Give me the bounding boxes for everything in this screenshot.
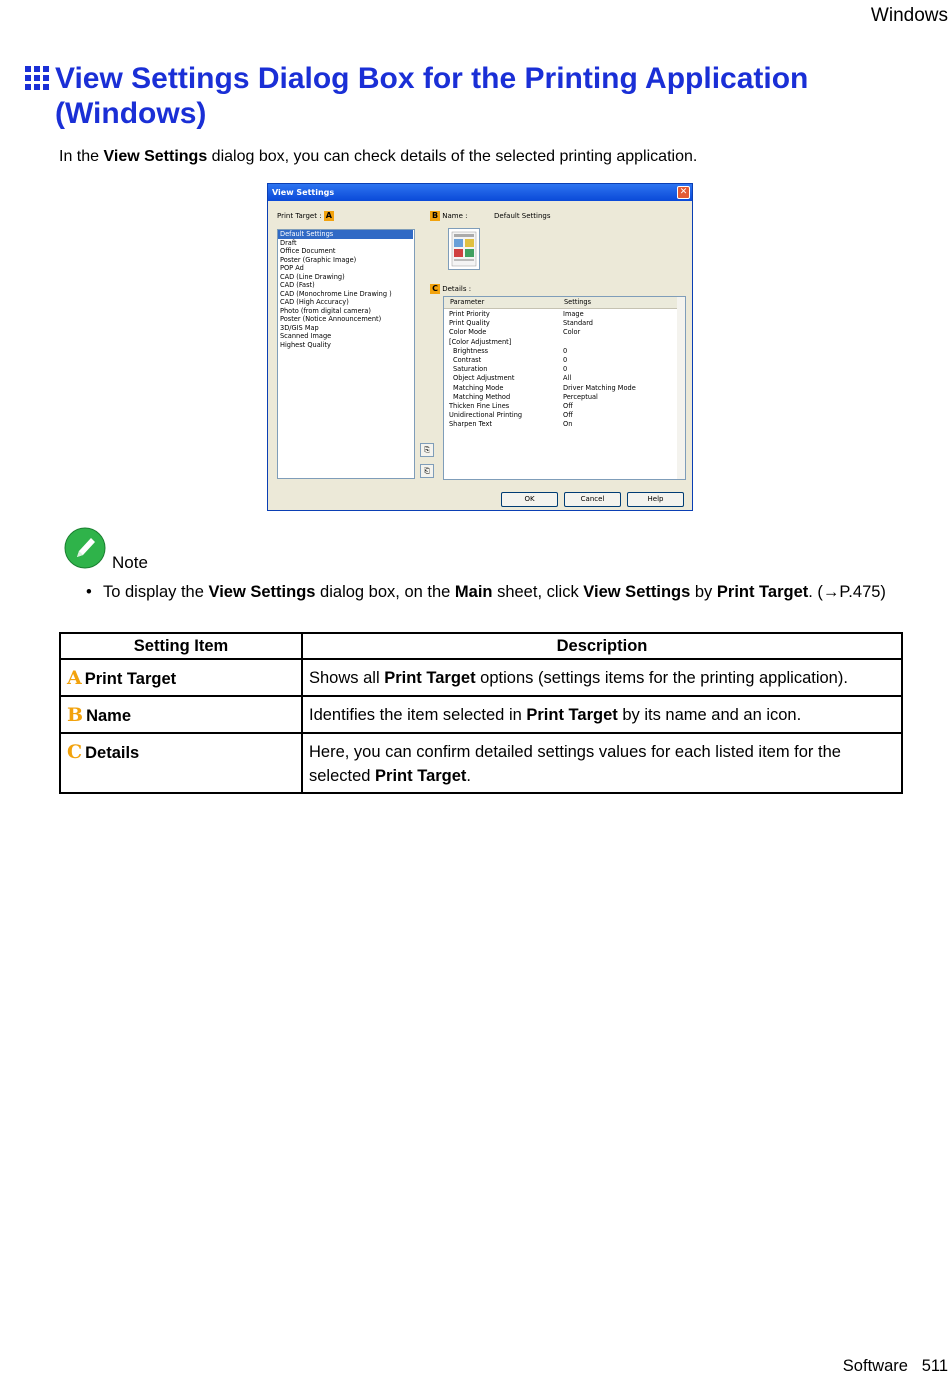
page-title: View Settings Dialog Box for the Printing Application (Windows) xyxy=(55,62,809,130)
header-description: Description xyxy=(302,633,902,659)
view-settings-dialog xyxy=(267,183,693,511)
list-item[interactable]: 3D/GIS Map xyxy=(280,323,319,332)
detail-row xyxy=(444,374,685,383)
column-parameter: Parameter xyxy=(450,298,485,306)
copy-icon[interactable]: ⎘ xyxy=(420,443,434,457)
list-item[interactable]: Photo (from digital camera) xyxy=(280,306,371,315)
detail-setting: 0 xyxy=(563,365,568,374)
detail-row xyxy=(444,338,685,347)
detail-parameter: Brightness xyxy=(453,346,489,355)
close-icon[interactable]: ✕ xyxy=(677,186,690,199)
detail-parameter: Saturation xyxy=(453,365,488,374)
list-item[interactable]: CAD (Line Drawing) xyxy=(280,272,345,281)
print-target-label: Print Target : A xyxy=(277,211,332,220)
detail-row xyxy=(444,365,685,374)
badge-c: C xyxy=(430,284,440,294)
detail-parameter: Color Mode xyxy=(449,328,487,337)
detail-setting: Color xyxy=(563,328,581,337)
print-target-list[interactable] xyxy=(277,229,415,479)
list-item[interactable]: Poster (Graphic Image) xyxy=(280,255,357,264)
detail-row xyxy=(444,319,685,328)
detail-setting: Off xyxy=(563,411,573,420)
detail-parameter: Matching Method xyxy=(453,392,511,401)
dialog-titlebar xyxy=(268,184,692,201)
setting-letter: C xyxy=(67,741,83,763)
list-item[interactable]: Highest Quality xyxy=(280,340,331,349)
setting-item-name: Details xyxy=(85,744,140,762)
description-cell: Identifies the item selected in Print Target by its name and an icon. xyxy=(302,696,902,733)
detail-setting: All xyxy=(563,374,572,383)
detail-setting: Standard xyxy=(563,319,593,328)
list-item[interactable]: POP Ad xyxy=(280,264,304,272)
setting-item-cell xyxy=(60,733,302,793)
list-item[interactable]: Office Document xyxy=(280,247,336,255)
list-item[interactable]: CAD (High Accuracy) xyxy=(280,298,349,306)
list-item[interactable]: Draft xyxy=(280,238,297,247)
detail-row xyxy=(444,384,685,393)
ok-button[interactable]: OK xyxy=(501,492,558,507)
setting-letter: A xyxy=(67,667,82,689)
detail-row xyxy=(444,420,685,429)
detail-row xyxy=(444,393,685,402)
list-item[interactable]: CAD (Monochrome Line Drawing ) xyxy=(280,289,392,298)
badge-b: B xyxy=(431,211,439,220)
page-footer: Software 511 xyxy=(842,1357,948,1375)
detail-parameter: Print Quality xyxy=(449,319,490,328)
bullet-text: To display the View Settings dialog box, on the Main sheet, click View Settings by Print Target. (→P.475) xyxy=(103,583,886,601)
name-label-row: B Name : xyxy=(431,211,468,220)
details-label-row: C Details : xyxy=(430,284,471,294)
paste-icon[interactable]: ⎗ xyxy=(420,464,434,478)
bullet-dot: • xyxy=(86,583,92,601)
detail-parameter: Matching Mode xyxy=(453,383,504,392)
table-row xyxy=(60,659,902,696)
details-list xyxy=(443,296,686,480)
list-item[interactable]: Poster (Notice Announcement) xyxy=(280,315,382,323)
detail-parameter: Contrast xyxy=(453,355,482,364)
list-item[interactable]: Scanned Image xyxy=(280,332,332,340)
setting-item-cell xyxy=(60,696,302,733)
setting-item-name: Print Target xyxy=(84,670,177,688)
detail-setting: 0 xyxy=(563,346,568,355)
table-row xyxy=(60,733,902,793)
detail-parameter: Sharpen Text xyxy=(449,420,492,429)
detail-parameter: Thicken Fine Lines xyxy=(449,401,510,410)
detail-setting: Image xyxy=(563,310,584,318)
intro-paragraph: In the View Settings dialog box, you can check details of the selected printing application. xyxy=(59,148,698,165)
detail-parameter: Print Priority xyxy=(449,310,490,318)
note-label: Note xyxy=(112,553,148,572)
column-settings: Settings xyxy=(564,298,592,306)
setting-letter: B xyxy=(67,704,84,726)
detail-row xyxy=(444,328,685,337)
detail-row xyxy=(444,402,685,411)
details-header xyxy=(444,297,685,309)
detail-setting: Off xyxy=(563,401,573,410)
name-value: Default Settings xyxy=(494,212,551,220)
header-setting-item: Setting Item xyxy=(60,633,302,659)
setting-item-name: Name xyxy=(86,707,132,725)
badge-a: A xyxy=(325,211,332,220)
dialog-title: View Settings xyxy=(272,188,335,197)
list-item[interactable]: Default Settings xyxy=(278,230,413,239)
table-row xyxy=(60,696,902,733)
detail-row xyxy=(444,411,685,420)
details-scrollbar[interactable] xyxy=(677,297,685,479)
detail-row xyxy=(444,310,685,319)
pencil-icon xyxy=(64,527,106,569)
detail-row xyxy=(444,347,685,356)
detail-setting: Perceptual xyxy=(563,392,598,401)
detail-row xyxy=(444,356,685,365)
print-target-icon xyxy=(448,228,480,270)
detail-parameter: [Color Adjustment] xyxy=(449,337,512,346)
detail-setting: 0 xyxy=(563,355,568,364)
description-cell: Here, you can confirm detailed settings values for each listed item for the selected Print Target. xyxy=(302,733,902,793)
detail-parameter: Unidirectional Printing xyxy=(449,411,523,420)
help-button[interactable]: Help xyxy=(627,492,684,507)
grid-icon xyxy=(25,66,49,90)
detail-setting: Driver Matching Mode xyxy=(563,383,636,392)
detail-parameter: Object Adjustment xyxy=(453,374,515,383)
setting-item-cell xyxy=(60,659,302,696)
description-cell: Shows all Print Target options (settings items for the printing application). xyxy=(302,659,902,696)
detail-setting: On xyxy=(563,420,573,429)
list-item[interactable]: CAD (Fast) xyxy=(280,281,315,289)
settings-table xyxy=(59,632,903,794)
running-header: Windows xyxy=(870,5,948,26)
cancel-button[interactable]: Cancel xyxy=(564,492,621,507)
